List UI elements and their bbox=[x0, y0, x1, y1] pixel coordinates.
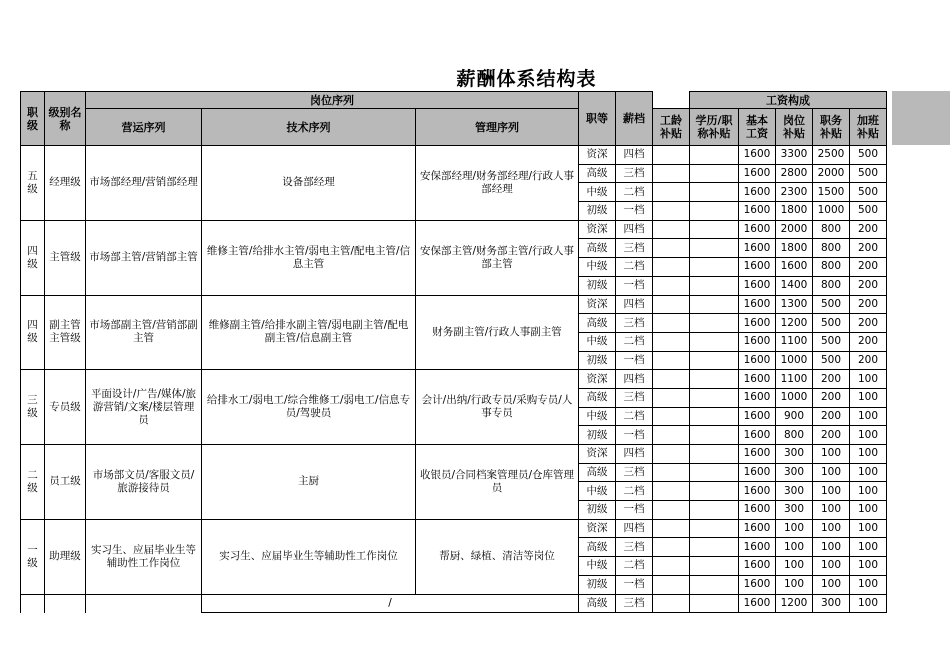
table-row bbox=[21, 220, 887, 239]
pay-step-cell: 一档 bbox=[616, 276, 653, 295]
tech-sequence-cell: 维修副主管/给排水副主管/弱电副主管/配电副主管/信息副主管 bbox=[202, 295, 416, 370]
pay-step-cell: 二档 bbox=[616, 482, 653, 501]
duty-allowance-cell: 100 bbox=[813, 482, 850, 501]
duty-allowance-cell: 300 bbox=[813, 594, 850, 613]
seniority-allowance-cell bbox=[653, 482, 690, 501]
post-allowance-cell: 300 bbox=[776, 482, 813, 501]
base-wage-cell: 1600 bbox=[739, 388, 776, 407]
header-education-allowance: 学历/职称补贴 bbox=[690, 109, 739, 146]
overtime-allowance-cell: 100 bbox=[850, 426, 887, 445]
grade-cell: 资深 bbox=[579, 295, 616, 314]
duty-allowance-cell: 200 bbox=[813, 388, 850, 407]
header-level-name: 级别名称 bbox=[45, 92, 86, 146]
pay-step-cell: 三档 bbox=[616, 239, 653, 258]
seniority-allowance-cell bbox=[653, 239, 690, 258]
post-allowance-cell: 2300 bbox=[776, 183, 813, 202]
seniority-allowance-cell bbox=[653, 276, 690, 295]
education-allowance-cell bbox=[690, 388, 739, 407]
overtime-allowance-cell: 200 bbox=[850, 258, 887, 277]
seniority-allowance-cell bbox=[653, 594, 690, 613]
duty-allowance-cell: 100 bbox=[813, 538, 850, 557]
overtime-allowance-cell: 100 bbox=[850, 388, 887, 407]
duty-allowance-cell: 100 bbox=[813, 519, 850, 538]
duty-allowance-cell: 1500 bbox=[813, 183, 850, 202]
pay-step-cell: 三档 bbox=[616, 164, 653, 183]
grade-cell: 资深 bbox=[579, 445, 616, 464]
overtime-allowance-cell: 100 bbox=[850, 445, 887, 464]
mgmt-sequence-cell: 帮厨、绿植、清洁等岗位 bbox=[416, 519, 579, 594]
overtime-allowance-cell: 100 bbox=[850, 519, 887, 538]
grade-cell: 初级 bbox=[579, 276, 616, 295]
level-cell: 二级 bbox=[21, 445, 45, 520]
mgmt-sequence-cell: 会计/出纳/行政专员/采购专员/人事专员 bbox=[416, 370, 579, 445]
ops-sequence-cell: 平面设计/广告/媒体/旅游营销/文案/楼层管理员 bbox=[86, 370, 202, 445]
pay-step-cell: 一档 bbox=[616, 575, 653, 594]
overtime-allowance-cell: 100 bbox=[850, 407, 887, 426]
pay-step-cell: 三档 bbox=[616, 594, 653, 613]
overtime-allowance-cell: 500 bbox=[850, 146, 887, 165]
duty-allowance-cell: 500 bbox=[813, 314, 850, 333]
grade-cell: 高级 bbox=[579, 314, 616, 333]
ops-sequence-cell: 市场部经理/营销部经理 bbox=[86, 146, 202, 221]
overtime-allowance-cell: 100 bbox=[850, 538, 887, 557]
base-wage-cell: 1600 bbox=[739, 594, 776, 613]
base-wage-cell: 1600 bbox=[739, 164, 776, 183]
level-cell: 三级 bbox=[21, 370, 45, 445]
table-row bbox=[21, 594, 887, 613]
post-allowance-cell: 1200 bbox=[776, 314, 813, 333]
post-allowance-cell: 300 bbox=[776, 463, 813, 482]
tech-sequence-cell: 给排水工/弱电工/综合维修工/弱电工/信息专员/驾驶员 bbox=[202, 370, 416, 445]
base-wage-cell: 1600 bbox=[739, 557, 776, 576]
pay-step-cell: 四档 bbox=[616, 370, 653, 389]
education-allowance-cell bbox=[690, 407, 739, 426]
duty-allowance-cell: 100 bbox=[813, 445, 850, 464]
pay-step-cell: 二档 bbox=[616, 183, 653, 202]
base-wage-cell: 1600 bbox=[739, 258, 776, 277]
seniority-allowance-cell bbox=[653, 538, 690, 557]
seniority-allowance-cell bbox=[653, 426, 690, 445]
grade-cell: 中级 bbox=[579, 258, 616, 277]
seniority-allowance-cell bbox=[653, 295, 690, 314]
education-allowance-cell bbox=[690, 557, 739, 576]
duty-allowance-cell: 200 bbox=[813, 370, 850, 389]
seniority-allowance-cell bbox=[653, 388, 690, 407]
duty-allowance-cell: 500 bbox=[813, 332, 850, 351]
tech-sequence-cell: 设备部经理 bbox=[202, 146, 416, 221]
base-wage-cell: 1600 bbox=[739, 351, 776, 370]
overtime-allowance-cell: 200 bbox=[850, 220, 887, 239]
overtime-allowance-cell: 100 bbox=[850, 557, 887, 576]
overtime-allowance-cell: 500 bbox=[850, 183, 887, 202]
base-wage-cell: 1600 bbox=[739, 575, 776, 594]
post-allowance-cell: 1400 bbox=[776, 276, 813, 295]
table-row bbox=[21, 445, 887, 464]
seniority-allowance-cell bbox=[653, 164, 690, 183]
grade-cell: 初级 bbox=[579, 575, 616, 594]
grade-cell: 高级 bbox=[579, 388, 616, 407]
level-name-cell bbox=[45, 594, 86, 613]
pay-step-cell: 三档 bbox=[616, 314, 653, 333]
level-name-cell: 主管级 bbox=[45, 220, 86, 295]
header-level: 职级 bbox=[21, 92, 45, 146]
education-allowance-cell bbox=[690, 575, 739, 594]
base-wage-cell: 1600 bbox=[739, 202, 776, 221]
level-name-cell: 副主管主管级 bbox=[45, 295, 86, 370]
tech-sequence-cell: 实习生、应届毕业生等辅助性工作岗位 bbox=[202, 519, 416, 594]
overtime-allowance-cell: 200 bbox=[850, 351, 887, 370]
header-seniority-allowance: 工龄补贴 bbox=[653, 109, 690, 146]
header-grade: 职等 bbox=[579, 92, 616, 146]
education-allowance-cell bbox=[690, 332, 739, 351]
post-allowance-cell: 300 bbox=[776, 501, 813, 520]
education-allowance-cell bbox=[690, 445, 739, 464]
mgmt-sequence-cell: 安保部经理/财务部经理/行政人事部经理 bbox=[416, 146, 579, 221]
ops-sequence-cell: 市场部副主管/营销部副主管 bbox=[86, 295, 202, 370]
overtime-allowance-cell: 500 bbox=[850, 164, 887, 183]
pay-step-cell: 一档 bbox=[616, 426, 653, 445]
level-cell bbox=[21, 594, 45, 613]
post-allowance-cell: 1600 bbox=[776, 258, 813, 277]
overtime-allowance-cell: 100 bbox=[850, 463, 887, 482]
duty-allowance-cell: 100 bbox=[813, 463, 850, 482]
education-allowance-cell bbox=[690, 146, 739, 165]
post-allowance-cell: 1100 bbox=[776, 370, 813, 389]
base-wage-cell: 1600 bbox=[739, 370, 776, 389]
education-allowance-cell bbox=[690, 276, 739, 295]
seniority-allowance-cell bbox=[653, 351, 690, 370]
education-allowance-cell bbox=[690, 314, 739, 333]
education-allowance-cell bbox=[690, 370, 739, 389]
duty-allowance-cell: 500 bbox=[813, 351, 850, 370]
overtime-allowance-cell: 100 bbox=[850, 370, 887, 389]
seniority-allowance-cell bbox=[653, 463, 690, 482]
ops-sequence-cell: 市场部主管/营销部主管 bbox=[86, 220, 202, 295]
post-allowance-cell: 3300 bbox=[776, 146, 813, 165]
duty-allowance-cell: 200 bbox=[813, 426, 850, 445]
post-allowance-cell: 1000 bbox=[776, 388, 813, 407]
header-tech-sequence: 技术序列 bbox=[202, 109, 416, 146]
grade-cell: 中级 bbox=[579, 183, 616, 202]
ops-sequence-cell bbox=[86, 594, 202, 613]
post-allowance-cell: 1100 bbox=[776, 332, 813, 351]
base-wage-cell: 1600 bbox=[739, 220, 776, 239]
base-wage-cell: 1600 bbox=[739, 501, 776, 520]
ops-sequence-cell: 实习生、应届毕业生等辅助性工作岗位 bbox=[86, 519, 202, 594]
header-base-wage: 基本工资 bbox=[739, 109, 776, 146]
grade-cell: 初级 bbox=[579, 426, 616, 445]
grade-cell: 高级 bbox=[579, 594, 616, 613]
base-wage-cell: 1600 bbox=[739, 276, 776, 295]
post-allowance-cell: 2800 bbox=[776, 164, 813, 183]
pay-step-cell: 一档 bbox=[616, 202, 653, 221]
post-allowance-cell: 300 bbox=[776, 445, 813, 464]
seniority-allowance-cell bbox=[653, 314, 690, 333]
post-allowance-cell: 2000 bbox=[776, 220, 813, 239]
seniority-allowance-cell bbox=[653, 332, 690, 351]
overtime-allowance-cell: 200 bbox=[850, 332, 887, 351]
grade-cell: 资深 bbox=[579, 519, 616, 538]
header-post-allowance: 岗位补贴 bbox=[776, 109, 813, 146]
seniority-allowance-cell bbox=[653, 519, 690, 538]
base-wage-cell: 1600 bbox=[739, 239, 776, 258]
level-cell: 四级 bbox=[21, 295, 45, 370]
base-wage-cell: 1600 bbox=[739, 332, 776, 351]
mgmt-sequence-cell: 安保部主管/财务部主管/行政人事部主管 bbox=[416, 220, 579, 295]
seniority-allowance-cell bbox=[653, 258, 690, 277]
header-ops-sequence: 营运序列 bbox=[86, 109, 202, 146]
duty-allowance-cell: 800 bbox=[813, 258, 850, 277]
header-overtime-allowance: 加班补贴 bbox=[850, 109, 887, 146]
grade-cell: 高级 bbox=[579, 463, 616, 482]
base-wage-cell: 1600 bbox=[739, 538, 776, 557]
duty-allowance-cell: 2000 bbox=[813, 164, 850, 183]
post-allowance-cell: 100 bbox=[776, 538, 813, 557]
grade-cell: 资深 bbox=[579, 370, 616, 389]
duty-allowance-cell: 100 bbox=[813, 557, 850, 576]
duty-allowance-cell: 800 bbox=[813, 220, 850, 239]
merged-sequence-cell: / bbox=[202, 594, 579, 613]
base-wage-cell: 1600 bbox=[739, 426, 776, 445]
overtime-allowance-cell: 200 bbox=[850, 295, 887, 314]
level-cell: 四级 bbox=[21, 220, 45, 295]
base-wage-cell: 1600 bbox=[739, 407, 776, 426]
seniority-allowance-cell bbox=[653, 575, 690, 594]
seniority-allowance-cell bbox=[653, 202, 690, 221]
level-cell: 五级 bbox=[21, 146, 45, 221]
pay-step-cell: 二档 bbox=[616, 332, 653, 351]
duty-allowance-cell: 1000 bbox=[813, 202, 850, 221]
grade-cell: 资深 bbox=[579, 220, 616, 239]
overtime-allowance-cell: 100 bbox=[850, 482, 887, 501]
seniority-allowance-cell bbox=[653, 501, 690, 520]
education-allowance-cell bbox=[690, 183, 739, 202]
education-allowance-cell bbox=[690, 482, 739, 501]
post-allowance-cell: 1800 bbox=[776, 202, 813, 221]
table-row bbox=[21, 295, 887, 314]
post-allowance-cell: 800 bbox=[776, 426, 813, 445]
post-allowance-cell: 1800 bbox=[776, 239, 813, 258]
header-wage-composition: 工资构成 bbox=[690, 92, 887, 109]
seniority-allowance-cell bbox=[653, 407, 690, 426]
table-row bbox=[21, 519, 887, 538]
overtime-allowance-cell: 100 bbox=[850, 501, 887, 520]
overtime-allowance-cell: 100 bbox=[850, 575, 887, 594]
post-allowance-cell: 900 bbox=[776, 407, 813, 426]
pay-step-cell: 三档 bbox=[616, 388, 653, 407]
pay-step-cell: 一档 bbox=[616, 501, 653, 520]
header-position-sequence: 岗位序列 bbox=[86, 92, 579, 109]
table-row bbox=[21, 146, 887, 165]
grade-cell: 高级 bbox=[579, 538, 616, 557]
education-allowance-cell bbox=[690, 426, 739, 445]
grade-cell: 中级 bbox=[579, 332, 616, 351]
pay-step-cell: 二档 bbox=[616, 407, 653, 426]
grade-cell: 中级 bbox=[579, 557, 616, 576]
seniority-allowance-cell bbox=[653, 557, 690, 576]
table-row bbox=[21, 370, 887, 389]
post-allowance-cell: 100 bbox=[776, 557, 813, 576]
grade-cell: 初级 bbox=[579, 501, 616, 520]
mgmt-sequence-cell: 收银员/合同档案管理员/仓库管理员 bbox=[416, 445, 579, 520]
level-name-cell: 员工级 bbox=[45, 445, 86, 520]
pay-step-cell: 三档 bbox=[616, 463, 653, 482]
header-mgmt-sequence: 管理序列 bbox=[416, 109, 579, 146]
base-wage-cell: 1600 bbox=[739, 482, 776, 501]
header-fill-strip bbox=[892, 91, 950, 145]
pay-step-cell: 三档 bbox=[616, 538, 653, 557]
education-allowance-cell bbox=[690, 501, 739, 520]
pay-step-cell: 四档 bbox=[616, 519, 653, 538]
level-cell: 一级 bbox=[21, 519, 45, 594]
seniority-allowance-cell bbox=[653, 445, 690, 464]
base-wage-cell: 1600 bbox=[739, 445, 776, 464]
grade-cell: 资深 bbox=[579, 146, 616, 165]
grade-cell: 中级 bbox=[579, 407, 616, 426]
tech-sequence-cell: 维修主管/给排水主管/弱电主管/配电主管/信息主管 bbox=[202, 220, 416, 295]
salary-structure-table bbox=[20, 91, 887, 613]
pay-step-cell: 一档 bbox=[616, 351, 653, 370]
base-wage-cell: 1600 bbox=[739, 295, 776, 314]
pay-step-cell: 四档 bbox=[616, 445, 653, 464]
ops-sequence-cell: 市场部文员/客服文员/旅游接待员 bbox=[86, 445, 202, 520]
education-allowance-cell bbox=[690, 220, 739, 239]
base-wage-cell: 1600 bbox=[739, 314, 776, 333]
post-allowance-cell: 100 bbox=[776, 575, 813, 594]
pay-step-cell: 二档 bbox=[616, 557, 653, 576]
header-pay-step: 薪档 bbox=[616, 92, 653, 146]
duty-allowance-cell: 200 bbox=[813, 407, 850, 426]
post-allowance-cell: 100 bbox=[776, 519, 813, 538]
education-allowance-cell bbox=[690, 351, 739, 370]
seniority-allowance-cell bbox=[653, 220, 690, 239]
duty-allowance-cell: 800 bbox=[813, 276, 850, 295]
post-allowance-cell: 1000 bbox=[776, 351, 813, 370]
duty-allowance-cell: 2500 bbox=[813, 146, 850, 165]
education-allowance-cell bbox=[690, 538, 739, 557]
overtime-allowance-cell: 200 bbox=[850, 276, 887, 295]
base-wage-cell: 1600 bbox=[739, 519, 776, 538]
seniority-allowance-cell bbox=[653, 146, 690, 165]
overtime-allowance-cell: 200 bbox=[850, 239, 887, 258]
base-wage-cell: 1600 bbox=[739, 183, 776, 202]
pay-step-cell: 四档 bbox=[616, 220, 653, 239]
page-title: 薪酬体系结构表 bbox=[456, 68, 597, 90]
grade-cell: 高级 bbox=[579, 239, 616, 258]
duty-allowance-cell: 800 bbox=[813, 239, 850, 258]
education-allowance-cell bbox=[690, 258, 739, 277]
level-name-cell: 助理级 bbox=[45, 519, 86, 594]
seniority-allowance-cell bbox=[653, 183, 690, 202]
grade-cell: 初级 bbox=[579, 351, 616, 370]
overtime-allowance-cell: 500 bbox=[850, 202, 887, 221]
seniority-allowance-cell bbox=[653, 370, 690, 389]
pay-step-cell: 二档 bbox=[616, 258, 653, 277]
grade-cell: 初级 bbox=[579, 202, 616, 221]
tech-sequence-cell: 主厨 bbox=[202, 445, 416, 520]
post-allowance-cell: 1300 bbox=[776, 295, 813, 314]
header-spacer bbox=[653, 92, 690, 109]
mgmt-sequence-cell: 财务副主管/行政人事副主管 bbox=[416, 295, 579, 370]
grade-cell: 中级 bbox=[579, 482, 616, 501]
base-wage-cell: 1600 bbox=[739, 146, 776, 165]
education-allowance-cell bbox=[690, 295, 739, 314]
education-allowance-cell bbox=[690, 594, 739, 613]
header-duty-allowance: 职务补贴 bbox=[813, 109, 850, 146]
education-allowance-cell bbox=[690, 463, 739, 482]
education-allowance-cell bbox=[690, 239, 739, 258]
post-allowance-cell: 1200 bbox=[776, 594, 813, 613]
pay-step-cell: 四档 bbox=[616, 295, 653, 314]
overtime-allowance-cell: 100 bbox=[850, 594, 887, 613]
duty-allowance-cell: 100 bbox=[813, 501, 850, 520]
duty-allowance-cell: 500 bbox=[813, 295, 850, 314]
grade-cell: 高级 bbox=[579, 164, 616, 183]
level-name-cell: 经理级 bbox=[45, 146, 86, 221]
level-name-cell: 专员级 bbox=[45, 370, 86, 445]
duty-allowance-cell: 100 bbox=[813, 575, 850, 594]
overtime-allowance-cell: 200 bbox=[850, 314, 887, 333]
education-allowance-cell bbox=[690, 164, 739, 183]
education-allowance-cell bbox=[690, 519, 739, 538]
base-wage-cell: 1600 bbox=[739, 463, 776, 482]
education-allowance-cell bbox=[690, 202, 739, 221]
pay-step-cell: 四档 bbox=[616, 146, 653, 165]
